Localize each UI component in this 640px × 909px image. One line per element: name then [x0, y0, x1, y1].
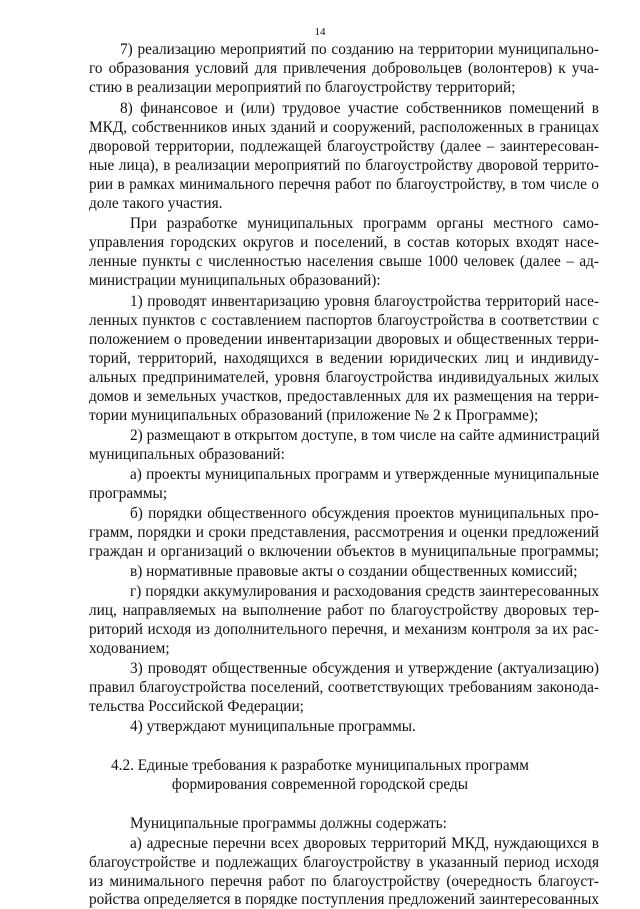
text-line: тельства Российской Федерации; — [89, 698, 304, 715]
text-line: г) порядки аккумулирования и расходования средств заинтересованных — [130, 583, 599, 600]
text-line: ные лица), в реализации мероприятий по благоустройству дворовой террито- — [89, 157, 599, 174]
section-title-line-1: 4.2. Единые требования к разработке муниципальных программ — [111, 757, 529, 774]
text-line: При разработке муниципальных программ органы местного само- — [130, 215, 599, 232]
section-title-line-2: формирования современной городской среды — [171, 776, 469, 793]
text-line: а) проекты муниципальных программ и утвержденные муниципальные — [130, 466, 599, 483]
text-line: муниципальных образований: — [89, 446, 285, 463]
text-line: МКД, собственников иных зданий и сооружений, расположенных в границах — [89, 119, 599, 136]
text-line: доле такого участия. — [89, 195, 223, 212]
text-line: ройства определяется в порядке поступления предложений заинтересованных — [89, 891, 599, 908]
text-line: риторий исходя из дополнительного перечня, и механизм контроля за их рас- — [89, 621, 599, 638]
text-line: дворовой территории, подлежащей благоустройству (далее – заинтересован- — [89, 138, 599, 155]
text-line: программы; — [89, 485, 168, 502]
text-line: 4) утверждают муниципальные программы. — [130, 718, 416, 735]
text-line: домов и земельных участков, предоставленных для их размещения на терри- — [89, 388, 599, 405]
text-line: тории муниципальных образований (приложение № 2 к Программе); — [89, 407, 539, 424]
text-line: граждан и организаций о включении объектов в муниципальные программы; — [89, 543, 599, 560]
text-line: ленных пунктов с составлением паспортов благоустройства в соответствии с — [89, 312, 599, 329]
text-line: б) порядки общественного обсуждения проектов муниципальных про- — [130, 505, 599, 522]
text-line: 8) финансовое и (или) трудовое участие собственников помещений в — [120, 100, 599, 117]
text-line: 3) проводят общественные обсуждения и утверждение (актуализацию) — [130, 660, 599, 677]
text-line: министрации муниципальных образований): — [89, 272, 381, 289]
text-line: управления городских округов и поселений, в состав которых входят насе- — [89, 234, 599, 251]
text-line: положением о проведении инвентаризации дворовых и общественных терри- — [89, 331, 599, 348]
text-line: рии в рамках минимального перечня работ по благоустройству, в том числе о — [89, 176, 599, 193]
text-line: правил благоустройства поселений, соответствующих требованиям законода- — [89, 679, 599, 696]
text-line: ленные пункты с численностью населения свыше 1000 человек (далее – ад- — [89, 253, 599, 270]
text-line: 1) проводят инвентаризацию уровня благоустройства территорий насе- — [130, 293, 599, 310]
text-line: лиц, направляемых на выполнение работ по благоустройству дворовых тер- — [89, 602, 599, 619]
text-line: из минимального перечня работ по благоустройству (очередность благоуст- — [89, 873, 599, 890]
text-line: торий, территорий, находящихся в ведении юридических лиц и индивиду- — [89, 350, 599, 367]
page-number: 14 — [314, 26, 326, 38]
text-line: 2) размещают в открытом доступе, в том числе на сайте администраций — [130, 427, 600, 444]
text-line: 7) реализацию мероприятий по созданию на территории муниципально- — [120, 41, 599, 58]
text-line: го образования условий для привлечения добровольцев (волонтеров) к уча- — [89, 60, 599, 77]
text-line: в) нормативные правовые акты о создании общественных комиссий; — [130, 563, 578, 580]
text-line: стию в реализации мероприятий по благоустройству территорий; — [89, 79, 516, 96]
text-line: благоустройстве и подлежащих благоустройству в указанный период исходя — [89, 854, 599, 871]
text-line: Муниципальные программы должны содержать: — [130, 815, 447, 832]
text-line: а) адресные перечни всех дворовых территорий МКД, нуждающихся в — [130, 835, 599, 852]
text-line: альных предпринимателей, уровня благоустройства индивидуальных жилых — [89, 369, 599, 386]
text-line: грамм, порядки и сроки представления, рассмотрения и оценки предложений — [89, 524, 599, 541]
text-line: ходованием; — [89, 640, 170, 657]
